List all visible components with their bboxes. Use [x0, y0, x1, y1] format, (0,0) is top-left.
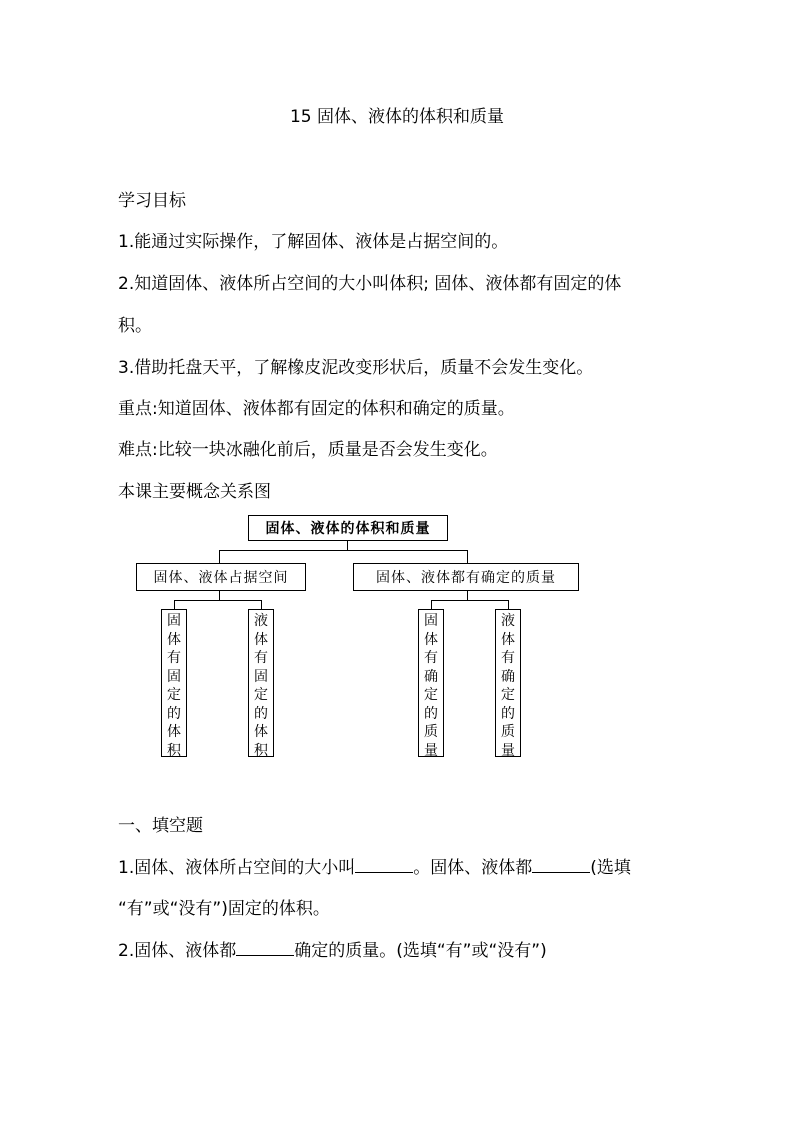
- concept-leaf-4-text: 液体有确定的质量: [501, 613, 515, 759]
- answer-blank-1[interactable]: [355, 856, 413, 873]
- concept-right-branch: 固体、液体都有确定的质量: [353, 563, 579, 591]
- section-heading: 一、填空题: [118, 816, 203, 836]
- q1-text-b: 。固体、液体都: [413, 858, 533, 878]
- answer-blank-2[interactable]: [532, 856, 590, 873]
- objectives-heading: 学习目标: [118, 191, 186, 211]
- question-2: [118, 939, 547, 962]
- question-1-line1: [118, 856, 631, 879]
- objective-2-line1: 2.知道固体、液体所占空间的大小叫体积; 固体、液体都有固定的体: [118, 274, 622, 294]
- answer-blank-3[interactable]: [236, 939, 294, 956]
- question-1-line2: “有”或“没有”)固定的体积。: [118, 899, 330, 919]
- concept-leaf-2: [248, 609, 274, 757]
- connector-right-stem: [467, 590, 468, 600]
- concept-leaf-3-text: 固体有确定的质量: [424, 613, 438, 759]
- difficulty: 难点:比较一块冰融化前后，质量是否会发生变化。: [118, 440, 498, 460]
- concept-leaf-1: [161, 609, 187, 757]
- objective-1: 1.能通过实际操作，了解固体、液体是占据空间的。: [118, 232, 509, 252]
- q1-text-a: 1.固体、液体所占空间的大小叫: [118, 858, 356, 878]
- key-point: 重点:知道固体、液体都有固定的体积和确定的质量。: [118, 399, 515, 419]
- concept-map-heading: 本课主要概念关系图: [118, 482, 271, 502]
- concept-leaf-3: [418, 609, 444, 757]
- connector-left-horizontal: [174, 600, 261, 601]
- concept-leaf-4: [495, 609, 521, 757]
- objective-2-line2: 积。: [118, 316, 152, 336]
- connector-right-horizontal: [431, 600, 509, 601]
- connector-left-drop: [219, 550, 220, 564]
- connector-left-stem: [219, 590, 220, 600]
- concept-leaf-2-text: 液体有固定的体积: [254, 613, 268, 759]
- concept-left-branch: 固体、液体占据空间: [136, 563, 306, 591]
- q2-text-a: 2.固体、液体都: [118, 941, 237, 961]
- concept-leaf-1-text: 固体有固定的体积: [167, 613, 181, 759]
- q1-text-c: (选填: [590, 858, 631, 878]
- objective-3: 3.借助托盘天平，了解橡皮泥改变形状后，质量不会发生变化。: [118, 358, 594, 378]
- connector-top-horizontal: [219, 550, 467, 551]
- concept-root: 固体、液体的体积和质量: [248, 515, 448, 541]
- q2-text-b: 确定的质量。(选填“有”或“没有”): [294, 941, 547, 961]
- page-title: 15 固体、液体的体积和质量: [289, 107, 505, 127]
- connector-right-drop: [467, 550, 468, 564]
